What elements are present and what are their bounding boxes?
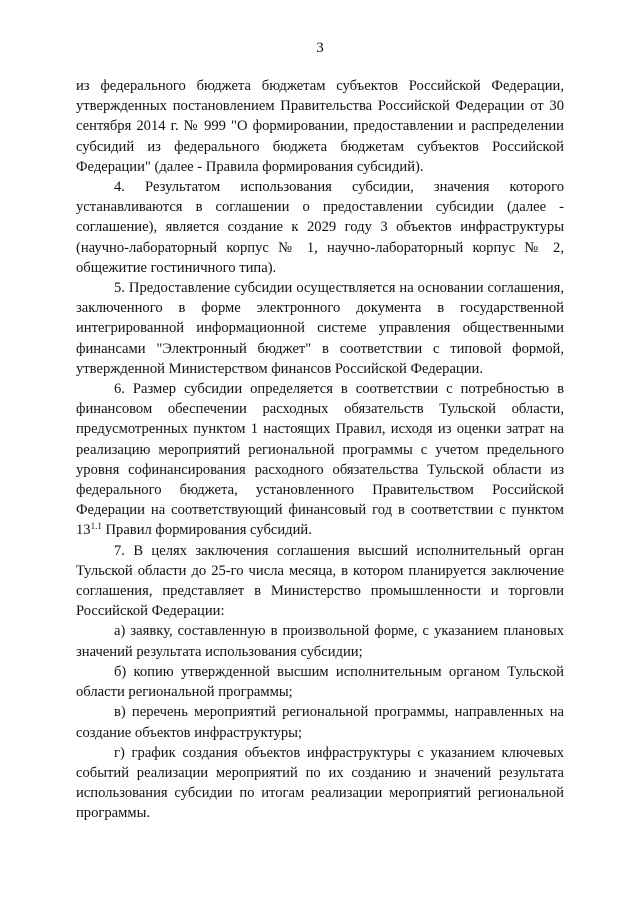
page-number: 3 (316, 40, 324, 56)
paragraph-7-submission: 7. В целях заключения соглашения высший исполнительный орган Тульской области до 25-го числа месяца, в котором планируется заключение соглашения, представляет в Министерство промышленности и торговли Российской Федерации: (76, 542, 564, 620)
paragraph-5-agreement: 5. Предоставление субсидии осуществляется на основании соглашения, заключенного в форме электронного документа в государственной интегрированной информационной системе управления общественными финансами "Электронный бюджет" в соответствии с типовой формой, утвержденной Министерством финансов Российской Федерации. (76, 280, 564, 377)
paragraph-rules-reference: из федерального бюджета бюджетам субъектов Российской Федерации, утвержденных постановлением Правительства Российской Федерации от 30 сентября 2014 г. № 999 "О формировании, предоставлении и распределении субсидий из федерального бюджета бюджетам субъектов Российской Федерации" (далее - Правила формирования субсидий). (76, 78, 564, 175)
list-item-v: в) перечень мероприятий региональной программы, направленных на создание объектов инфраструктуры; (76, 704, 564, 741)
paragraph-6-text: 6. Размер субсидии определяется в соответствии с потребностью в финансовом обеспечении расходных обязательств Тульской области, предусмотренных пунктом 1 настоящих Правил, исходя из оценки затрат на реализацию мероприятий региональной программы с учетом предельного уровня софинансирования расходного обязательства Тульской области из федерального бюджета, установленного Правительством Российской Федерации на соответствующий финансовый год в соответствии с пунктом 13 (76, 381, 564, 539)
paragraph-6-text-end: Правил формирования субсидий. (101, 522, 312, 539)
paragraph-6-superscript: 1.1 (90, 521, 102, 532)
list-item-b: б) копию утвержденной высшим исполнительным органом Тульской области региональной программы; (76, 663, 564, 701)
document-body (76, 76, 564, 824)
paragraph-6-subsidy-size (76, 379, 564, 541)
paragraph-4-result: 4. Результатом использования субсидии, значения которого устанавливаются в соглашении о предоставлении субсидии (далее - соглашение), является создание к 2029 году 3 объектов инфраструктуры (научно-лабораторный корпус № 1, научно-лабораторный корпус № 2, общежитие гостиничного типа). (76, 179, 564, 276)
list-item-a: а) заявку, составленную в произвольной форме, с указанием плановых значений результата использования субсидии; (76, 623, 564, 660)
list-item-g: г) график создания объектов инфраструктуры с указанием ключевых событий реализации мероприятий по их созданию и значений результата использования субсидии по итогам реализации мероприятий региональной программы. (76, 744, 564, 822)
